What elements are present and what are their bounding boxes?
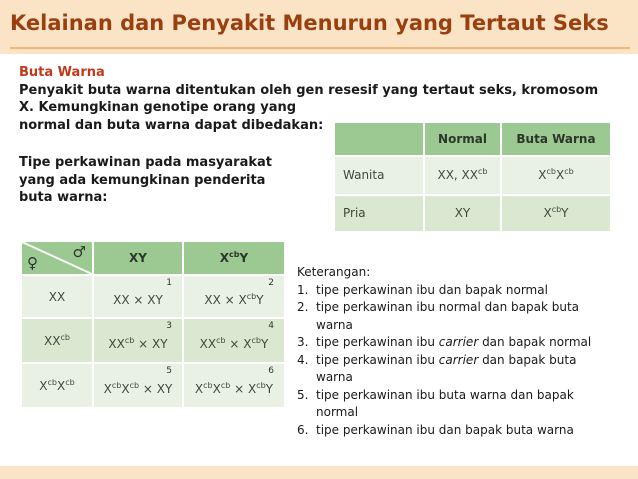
page-title: Kelainan dan Penyakit Menurun yang Tertaut Seks xyxy=(10,11,609,35)
cross-number: 1 xyxy=(166,278,172,288)
genotype-cell-buta-warna: $X^{cb}Y$ xyxy=(501,195,611,232)
list-item: 2. tipe perkawinan ibu normal dan bapak buta warna xyxy=(297,300,580,332)
male-symbol-icon: ♂ xyxy=(72,243,86,261)
genotype-table xyxy=(333,121,612,233)
genotype-row-wanita xyxy=(334,156,611,194)
genotype-table-header xyxy=(334,122,611,156)
genotype-header-empty xyxy=(334,122,424,156)
cross-cell: 5 $X^{cb}X^{cb}$ × XY xyxy=(93,363,183,408)
tipe-line-3: buta warna: xyxy=(19,190,108,205)
mother-genotype-cell: $XX^{cb}$ xyxy=(21,318,93,363)
cross-number: 5 xyxy=(166,366,172,376)
keterangan-list xyxy=(297,282,627,440)
section-heading: Buta Warna xyxy=(19,65,105,80)
keterangan-legend xyxy=(297,264,627,439)
mother-genotype-cell: $X^{cb}X^{cb}$ xyxy=(21,363,93,408)
intro-line-3: normal dan buta warna dapat dibedakan: xyxy=(19,117,324,133)
tipe-line-2: yang ada kemungkinan penderita xyxy=(19,172,266,188)
genotype-cell-normal: XY xyxy=(424,195,501,232)
list-item: 3. tipe perkawinan ibu carrier dan bapak normal xyxy=(297,335,592,349)
list-item: 5. tipe perkawinan ibu buta warna dan bapak normal xyxy=(297,387,574,419)
cross-number: 4 xyxy=(268,321,274,331)
list-item: 4. tipe perkawinan ibu carrier dan bapak buta warna xyxy=(297,352,577,384)
genotype-row-label: Pria xyxy=(334,195,424,232)
father-header-xy: XY xyxy=(93,241,183,275)
list-item: 6. tipe perkawinan ibu dan bapak buta warna xyxy=(297,422,574,437)
keterangan-title: Keterangan: xyxy=(297,265,371,279)
tipe-line-1: Tipe perkawinan pada masyarakat xyxy=(19,155,272,170)
crossing-types-text xyxy=(19,154,272,207)
mother-genotype-cell: XX xyxy=(21,275,93,318)
intro-line-1: Penyakit buta warna ditentukan oleh gen resesif yang tertaut seks, kromosom xyxy=(19,82,599,98)
cross-cell: 4 $XX^{cb} \times X^{cb}Y$ xyxy=(183,318,285,363)
cross-cell: 6 $X^{cb}X^{cb} \times X^{cb}Y$ xyxy=(183,363,285,408)
genotype-header-buta-warna: Buta Warna xyxy=(501,122,611,156)
crossing-table xyxy=(20,240,286,409)
bottom-bar xyxy=(0,466,638,479)
intro-line-2: X. Kemungkinan genotipe orang yang xyxy=(19,100,297,115)
crossing-row-xx xyxy=(21,275,285,318)
cross-number: 3 xyxy=(166,321,172,331)
title-underline xyxy=(10,47,630,49)
cross-cell: 1 XX × XY xyxy=(93,275,183,318)
list-item: 1. tipe perkawinan ibu dan bapak normal xyxy=(297,282,548,297)
father-header-xcby: $X^{cb}Y$ xyxy=(183,241,285,275)
crossing-row-xxcb xyxy=(21,318,285,363)
cross-cell: 2 XX × $X^{cb}Y$ xyxy=(183,275,285,318)
genotype-cell-normal: XX, $XX^{cb}$ xyxy=(424,156,501,194)
genotype-header-normal: Normal xyxy=(424,122,501,156)
crossing-table-header xyxy=(21,241,285,275)
genotype-row-pria xyxy=(334,195,611,232)
cross-cell: 3 $XX^{cb}$ × XY xyxy=(93,318,183,363)
corner-cell xyxy=(21,241,93,275)
genotype-cell-buta-warna: $X^{cb}X^{cb}$ xyxy=(501,156,611,194)
cross-number: 6 xyxy=(268,366,274,376)
female-symbol-icon: ♀ xyxy=(27,254,38,272)
crossing-row-xcbxcb xyxy=(21,363,285,408)
title-bar xyxy=(0,0,638,54)
cross-number: 2 xyxy=(268,278,274,288)
genotype-row-label: Wanita xyxy=(334,156,424,194)
